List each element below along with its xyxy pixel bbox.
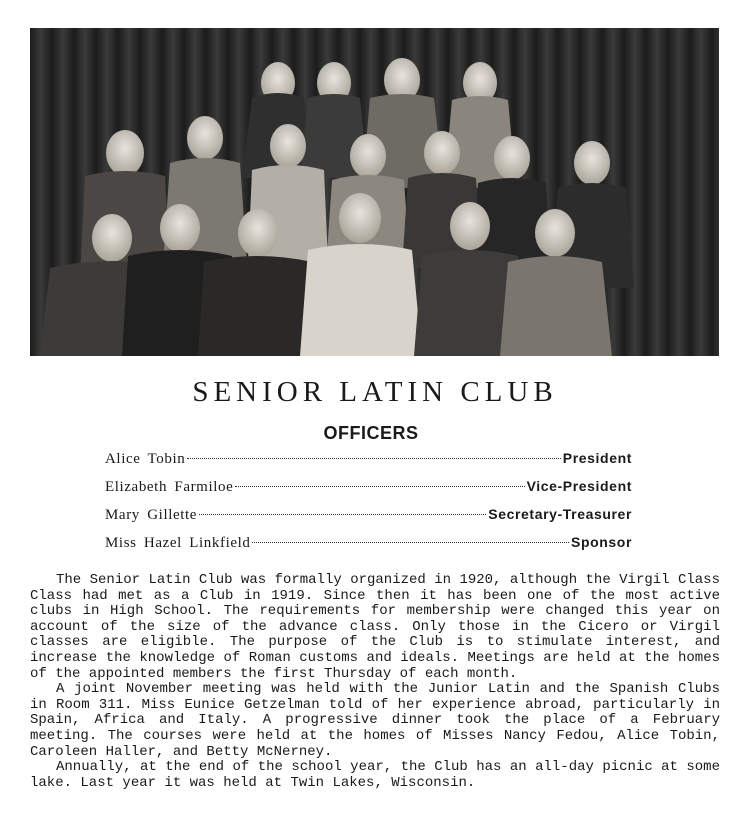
page-title: SENIOR LATIN CLUB <box>192 376 558 408</box>
officer-row <box>105 534 632 562</box>
officer-role: Sponsor <box>571 534 632 550</box>
group-photo <box>30 28 719 356</box>
article-body <box>30 573 720 791</box>
paragraph: Annually, at the end of the school year, the Club has an all-day picnic at some lake. Last year it was held at Twin Lakes, Wisconsin. <box>30 759 720 791</box>
officer-name: Elizabeth Farmiloe <box>105 479 234 495</box>
officer-row <box>105 506 632 534</box>
officer-row <box>105 450 632 478</box>
officers-heading: OFFICERS <box>323 423 419 443</box>
officer-row <box>105 478 632 506</box>
officers-list <box>105 450 632 562</box>
officer-name: Mary Gillette <box>105 507 198 523</box>
dot-leader <box>235 486 524 487</box>
officer-role: President <box>562 450 632 466</box>
officer-role: Secretary-Treasurer <box>488 506 632 522</box>
dot-leader <box>252 542 569 543</box>
officer-role: Vice-President <box>526 478 632 494</box>
dot-leader <box>187 458 560 459</box>
paragraph: The Senior Latin Club was formally organized in 1920, although the Virgil Class Class had met as a Club in 1919. Since then it has been one of the most active clubs in High School. The requirements for membership were changed this year on account of the size of the advance class. Only those in the Cicero or Virgil classes are eligible. The purpose of the Club is to stimulate interest, and increase the knowledge of Roman customs and ideals. Meetings are held at the homes of the appointed members the first Thursday of each month. <box>30 572 720 682</box>
paragraph: A joint November meeting was held with the Junior Latin and the Spanish Clubs in Room 311. Miss Eunice Getzelman told of her experience abroad, particularly in Spain, Africa and Italy. A progressive dinner took the place of a February meeting. The courses were held at the homes of Misses Nancy Fedou, Alice Tobin, Caroleen Haller, and Betty McNerney. <box>30 681 720 760</box>
officer-name: Miss Hazel Linkfield <box>105 535 251 551</box>
group-photo-icon <box>30 28 719 356</box>
dot-leader <box>199 514 486 515</box>
officer-name: Alice Tobin <box>105 451 186 467</box>
